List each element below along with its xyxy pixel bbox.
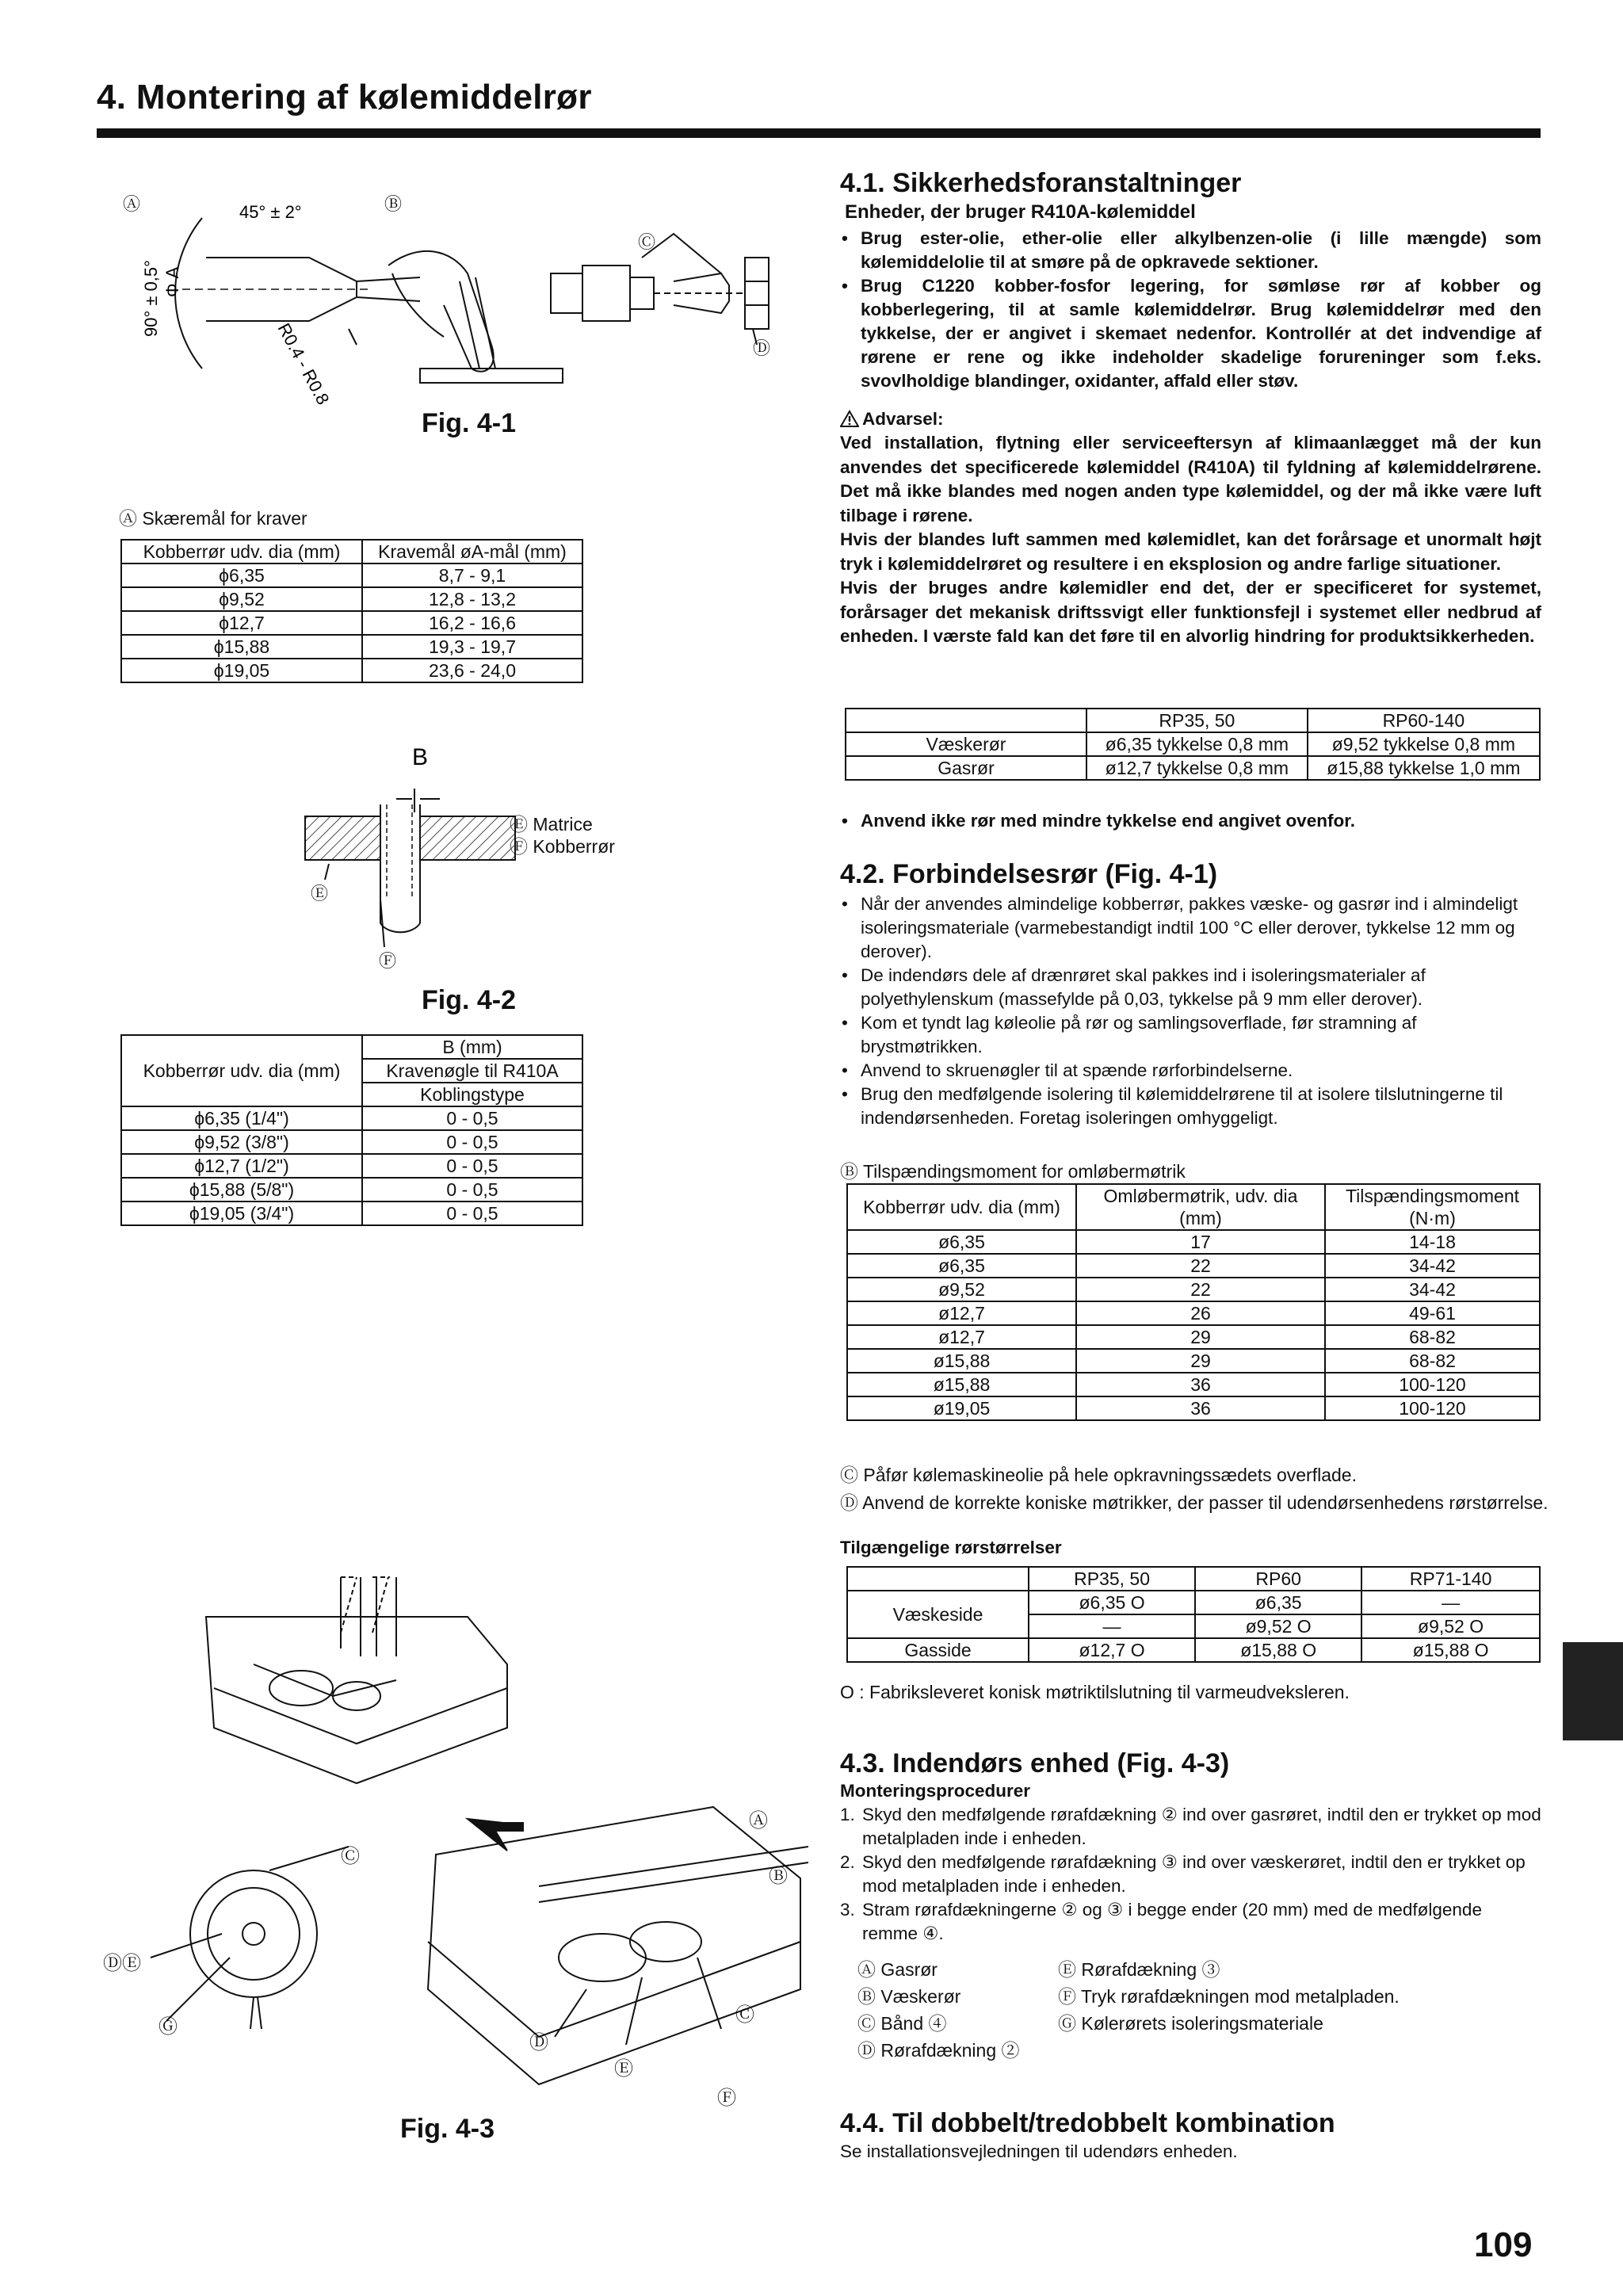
table-row: ϕ19,05 (3/4") 0 - 0,5 bbox=[121, 1201, 582, 1225]
table-row: ϕ9,52 (3/8") 0 - 0,5 bbox=[121, 1130, 582, 1154]
fig42-mark-e: Ⓔ bbox=[311, 884, 329, 904]
fig43-mark-de: ⒹⒺ bbox=[103, 1953, 141, 1974]
header-rule bbox=[97, 128, 1541, 138]
table-b-header-koblingstype: Koblingstype bbox=[362, 1083, 582, 1106]
fig-4-3-caption: Fig. 4-3 bbox=[400, 2114, 495, 2144]
table-row: Gasrør ø12,7 tykkelse 0,8 mm ø15,88 tykkelse 1,0 mm bbox=[846, 756, 1540, 780]
page-number: 109 bbox=[1474, 2225, 1533, 2264]
table-row: ø6,35 17 14-18 bbox=[847, 1230, 1540, 1254]
fig43-mark-f: Ⓕ bbox=[717, 2088, 736, 2109]
list-item: 1. Skyd den medfølgende rørafdækning ② ind over gasrøret, indtil den er trykket op mod metalpladen inde i enheden. bbox=[840, 1805, 1541, 1848]
page-title: 4. Montering af kølemiddelrør bbox=[97, 78, 592, 117]
fig43-mark-g: Ⓖ bbox=[158, 2016, 178, 2038]
torque-caption: Ⓑ Tilspændingsmoment for omløbermøtrik bbox=[840, 1161, 1186, 1182]
section-4-4-title: 4.4. Til dobbelt/tredobbelt kombination bbox=[840, 2108, 1335, 2138]
sizes-title: Tilgængelige rørstørrelser bbox=[840, 1538, 1062, 1557]
list-item: 2. Skyd den medfølgende rørafdækning ③ ind over væskerøret, indtil den er trykket op mod metalpladen inde i enheden. bbox=[840, 1852, 1526, 1896]
list-item: • Brug den medfølgende isolering til kølemiddelrørene til at isolere tilslutningerne til indendørsenheden. Foretag isoleringen omhyggeligt. bbox=[840, 1083, 1541, 1130]
table-b-header-b: B (mm) bbox=[362, 1035, 582, 1059]
fig43-legend-left: Ⓐ Gasrør Ⓑ Væskerør Ⓒ Bånd ④ Ⓓ Rørafdækning ② bbox=[857, 1959, 1020, 2061]
warning-text: Ved installation, flytning eller serviceeftersyn af klimaanlægget må der kun anvendes det specificerede kølemiddel (R410A) til fyldning af kølemiddelrørene. Det må ikke blandes med nogen anden type kølemiddel, og der må ikke være luft tilbage i rørene. Hvis der blandes luft sammen med kølemidlet, kan det forårsage et unormalt højt tryk i kølemiddelrøret og resultere i en eksplosion og andre farlige situationer. Hvis der bruges andre kølemidler end det, der er specificeret for systemet, forårsager det mekanisk driftssvigt eller funktionsfejl i systemet eller nedbrud af enheden. I værste fald kan det føre til en alvorlig hindring for produktsikkerheden. bbox=[840, 433, 1541, 646]
fig43-mark-b: Ⓑ bbox=[769, 1866, 788, 1887]
list-item: • Når der anvendes almindelige kobberrør, pakkes væske- og gasrør ind i almindeligt isoleringsmateriale (varmebestandigt indtil 100 °C eller derover, tykkelse 12 mm og derover). bbox=[840, 892, 1541, 964]
fig42-legend-e: Ⓔ Matrice bbox=[510, 814, 593, 835]
list-item: • Kom et tyndt lag køleolie på rør og samlingsoverflade, før stramning af brystmøtrikken. bbox=[840, 1011, 1541, 1059]
fig43-legend-right: Ⓔ Rørafdækning ③ Ⓕ Tryk rørafdækningen mod metalpladen. Ⓖ Kølerørets isoleringsmateriale bbox=[1058, 1959, 1400, 2034]
section-4-2-title: 4.2. Forbindelsesrør (Fig. 4-1) bbox=[840, 859, 1218, 889]
fig43-mark-d: Ⓓ bbox=[529, 2032, 548, 2053]
table-row: ϕ12,7 16,2 - 16,6 bbox=[121, 611, 582, 635]
table-row: ø15,88 36 100-120 bbox=[847, 1373, 1540, 1396]
table-row: ϕ6,35 8,7 - 9,1 bbox=[121, 563, 582, 587]
section-4-1-subtitle: Enheder, der bruger R410A-kølemiddel bbox=[845, 201, 1196, 223]
fig-4-2-drawing bbox=[293, 741, 555, 979]
section-4-1-title: 4.1. Sikkerhedsforanstaltninger bbox=[840, 168, 1242, 198]
list-item: • Brug C1220 kobber-fosfor legering, for sømløse rør af kobber og kobberlegering, til at samle kølemiddelrør. Brug kølemiddelrør med den tykkelse, der er angivet i skemaet nedenfor. Kontrollér at det indvendige af rørene er rene og ikke indeholder skadelige forureninger som f.eks. svovlholdige blandinger, oxidanter, affald eller støv. bbox=[840, 274, 1541, 393]
flare-tool-table bbox=[120, 1034, 583, 1226]
note-c: Ⓒ Påfør kølemaskineolie på hele opkravningssædets overflade. bbox=[840, 1465, 1357, 1485]
table-row: ø12,7 29 68-82 bbox=[847, 1325, 1540, 1349]
list-item: 3. Stram rørafdækningerne ② og ③ i begge ender (20 mm) med de medfølgende remme ④. bbox=[840, 1900, 1482, 1943]
sizes-note: O : Fabriksleveret konisk møtriktilslutning til varmeudveksleren. bbox=[840, 1682, 1350, 1702]
angle45-label: 45° ± 2° bbox=[239, 202, 302, 222]
fig-4-1-caption: Fig. 4-1 bbox=[422, 408, 517, 438]
table-a-caption: Ⓐ Skæremål for kraver bbox=[119, 508, 307, 529]
table-row: ϕ6,35 (1/4") 0 - 0,5 bbox=[121, 1106, 582, 1130]
table-row: ϕ9,52 12,8 - 13,2 bbox=[121, 587, 582, 611]
fig41-mark-a: Ⓐ bbox=[123, 194, 141, 214]
fig41-mark-d: Ⓓ bbox=[753, 338, 771, 358]
warning-title: Advarsel: bbox=[862, 409, 944, 429]
table-row: ø9,52 22 34-42 bbox=[847, 1278, 1540, 1301]
fig42-legend-f: Ⓕ Kobberrør bbox=[510, 836, 615, 857]
fig41-mark-c: Ⓒ bbox=[638, 232, 656, 252]
table-b-header-left: Kobberrør udv. dia (mm) bbox=[121, 1035, 362, 1106]
phiA-label: Φ A bbox=[162, 266, 182, 297]
radius-label: R0.4 - R0.8 bbox=[273, 319, 334, 408]
thumb-tab bbox=[1563, 1642, 1623, 1740]
section-4-3-title: 4.3. Indendørs enhed (Fig. 4-3) bbox=[840, 1748, 1230, 1778]
fig-4-2-caption: Fig. 4-2 bbox=[422, 985, 517, 1015]
section-4-4-text: Se installationsvejledningen til udendørs enheden. bbox=[840, 2141, 1238, 2161]
table-row: ϕ15,88 19,3 - 19,7 bbox=[121, 635, 582, 659]
warning-heading bbox=[840, 407, 944, 431]
table-row: — ø9,52 O ø9,52 O bbox=[847, 1614, 1540, 1638]
section-4-3-steps bbox=[840, 1803, 1541, 1946]
table-row: ø19,05 36 100-120 bbox=[847, 1396, 1540, 1420]
table-row: ø12,7 26 49-61 bbox=[847, 1301, 1540, 1325]
fig-4-3-drawing bbox=[95, 1545, 808, 2116]
section-4-2-bullets bbox=[840, 892, 1541, 1130]
fig41-mark-b: Ⓑ bbox=[384, 194, 403, 214]
note-d: Ⓓ Anvend de korrekte koniske møtrikker, der passer til udendørsenhedens rørstørrelse. bbox=[840, 1492, 1549, 1513]
table-a-header-right: Kravemål øA-mål (mm) bbox=[362, 540, 582, 563]
table-row: Væskeside ø6,35 O ø6,35 — bbox=[847, 1591, 1540, 1614]
list-item: • Brug ester-olie, ether-olie eller alkylbenzen-olie (i lille mængde) som kølemiddelolie til at smøre på de opkravede sektioner. bbox=[840, 227, 1541, 274]
fig42-mark-f: Ⓕ bbox=[379, 951, 397, 971]
angle90-label: 90° ± 0,5° bbox=[141, 260, 161, 337]
table-row: ϕ12,7 (1/2") 0 - 0,5 bbox=[121, 1154, 582, 1178]
torque-table: Kobberrør udv. dia (mm) Omløbermøtrik, udv. dia (mm) Tilspændingsmoment (N·m) ø6,35 17 14-18 ø6,35 22 34-42 ø9,52 22 34-42 ø12,7 26 49-61 ø12,7 29 68-82 ø15,88 29 68-82 ø15,88 36 100-120 ø19,05 36 100-120 bbox=[846, 1183, 1541, 1421]
fig42-label-b: B bbox=[412, 744, 429, 770]
fig43-mark-a: Ⓐ bbox=[749, 1810, 768, 1832]
fig43-mark-e: Ⓔ bbox=[614, 2058, 633, 2080]
fig43-mark-c-right: Ⓒ bbox=[735, 2004, 754, 2026]
table-row: Væskerør ø6,35 tykkelse 0,8 mm ø9,52 tykkelse 0,8 mm bbox=[846, 732, 1540, 756]
fig43-mark-c-left: Ⓒ bbox=[341, 1846, 360, 1867]
section-4-3-subtitle: Monteringsprocedurer bbox=[840, 1781, 1031, 1801]
thickness-note: • Anvend ikke rør med mindre tykkelse end angivet ovenfor. bbox=[840, 809, 1541, 833]
list-item: • De indendørs dele af drænrøret skal pakkes ind i isoleringsmaterialer af polyethylenskum (massefylde på 0,03, tykkelse på 9 mm eller derover). bbox=[840, 964, 1541, 1011]
table-b-header-kravenogle: Kravenøgle til R410A bbox=[362, 1059, 582, 1083]
table-row: ϕ15,88 (5/8") 0 - 0,5 bbox=[121, 1178, 582, 1201]
table-row: ø15,88 29 68-82 bbox=[847, 1349, 1540, 1373]
list-item: • Anvend to skruenøgler til at spænde rørforbindelserne. bbox=[840, 1059, 1541, 1083]
table-row: Gasside ø12,7 O ø15,88 O ø15,88 O bbox=[847, 1638, 1540, 1662]
warning-icon bbox=[840, 407, 862, 431]
section-4-1-bullets bbox=[840, 227, 1541, 393]
table-a-header-left: Kobberrør udv. dia (mm) bbox=[121, 540, 362, 563]
table-row: ø6,35 22 34-42 bbox=[847, 1254, 1540, 1278]
table-row: ϕ19,05 23,6 - 24,0 bbox=[121, 659, 582, 682]
pipe-sizes-table: RP35, 50 RP60 RP71-140 Væskeside ø6,35 O ø6,35 — — ø9,52 O ø9,52 O Gasside ø12,7 O ø15,88 O ø15,88 O bbox=[846, 1566, 1541, 1663]
flare-dimension-table bbox=[120, 539, 583, 683]
pipe-thickness-table: RP35, 50 RP60-140 Væskerør ø6,35 tykkelse 0,8 mm ø9,52 tykkelse 0,8 mm Gasrør ø12,7 tykkelse 0,8 mm ø15,88 tykkelse 1,0 mm bbox=[845, 708, 1541, 781]
